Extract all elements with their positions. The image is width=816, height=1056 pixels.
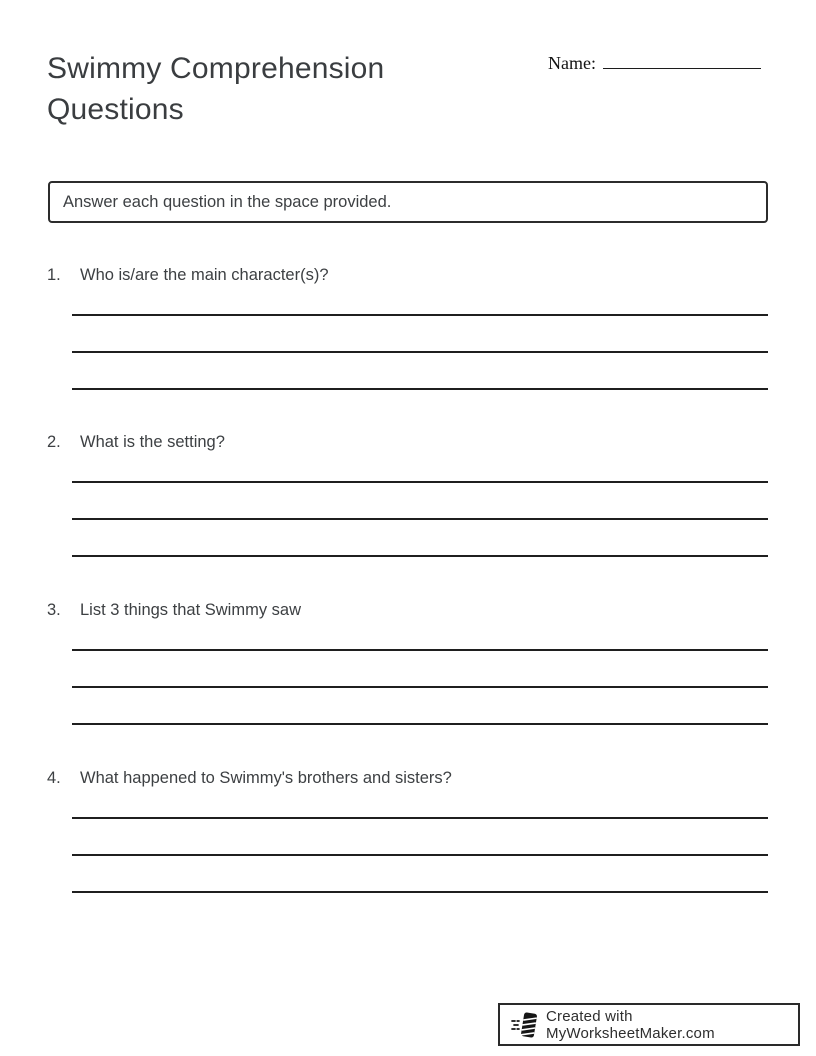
answer-line	[72, 287, 768, 316]
name-blank-line	[603, 52, 761, 69]
question-item-3	[47, 599, 768, 725]
name-field	[548, 52, 761, 74]
instructions-text: Answer each question in the space provided.	[63, 192, 392, 211]
answer-line	[72, 856, 768, 893]
answer-line	[72, 819, 768, 856]
answer-line	[72, 651, 768, 688]
answer-line	[72, 622, 768, 651]
answer-line	[72, 454, 768, 483]
question-text: What is the setting?	[80, 433, 225, 451]
answer-line	[72, 520, 768, 557]
question-text: List 3 things that Swimmy saw	[80, 601, 301, 619]
question-number: 3.	[47, 601, 61, 619]
question-number: 2.	[47, 433, 61, 451]
question-text: What happened to Swimmy's brothers and sisters?	[80, 769, 452, 787]
flying-worksheet-icon	[511, 1010, 538, 1040]
footer-credit-text: Created with MyWorksheetMaker.com	[546, 1007, 715, 1042]
question-text: Who is/are the main character(s)?	[80, 266, 329, 284]
question-item-4	[47, 767, 768, 893]
page-title: Swimmy Comprehension Questions	[47, 52, 385, 126]
answer-line	[72, 790, 768, 819]
question-number: 1.	[47, 266, 61, 284]
name-label: Name:	[548, 53, 596, 73]
question-item-2	[47, 431, 768, 557]
instructions-box	[48, 181, 768, 223]
question-item-1	[47, 264, 768, 390]
question-number: 4.	[47, 769, 61, 787]
footer-credit-badge	[498, 1003, 800, 1046]
answer-line	[72, 353, 768, 390]
answer-line	[72, 483, 768, 520]
answer-line	[72, 316, 768, 353]
answer-line	[72, 688, 768, 725]
